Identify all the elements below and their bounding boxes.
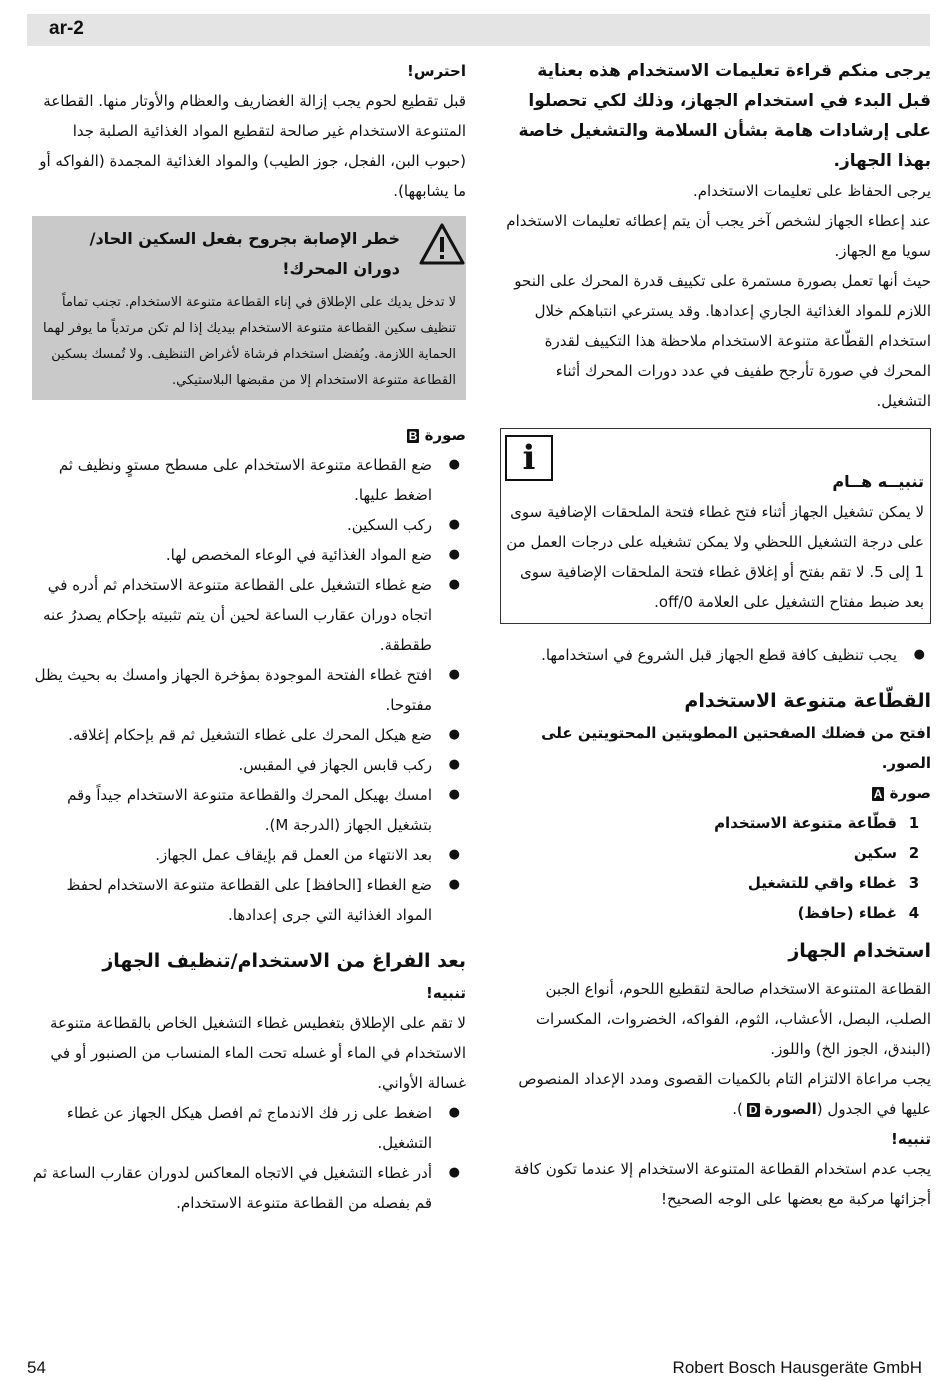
important-note-text: لا يمكن تشغيل الجهاز أثناء فتح غطاء فتحة الملحقات الإضافية سوى على درجة التشغيل اللحظي ولا يمكن تشغيله على درجات العمل من 1 إلى 5. لا تقم بفتح أو إغلاق غطاء فتحة الملحقات الإضافية سوى بعد ضبط مفتاح التشغيل على العلامة off/0.	[506, 503, 924, 611]
figure-letter-badge: A	[873, 787, 883, 801]
motor-adaptation-text: حيث أنها تعمل بصورة مستمرة على تكييف قدرة المحرك على النحو اللازم للمواد الغذائية الجاري إعدادها. وقد يسترعي انتباهكم خلال استخدام القطّاعة متنوعة الاستخدام ملاحظة هذا التكييف لقدرة المحرك في صورة تأرجح طفيف في عدد دورات المحرك أثناء التشغيل.	[514, 272, 931, 410]
bullet-icon: ●	[448, 667, 460, 682]
list-item: ● ضع هيكل المحرك على غطاء التشغيل ثم قم بإحكام إغلاقه.	[32, 720, 466, 750]
caution-title: احترس!	[407, 62, 466, 80]
warning-triangle-icon	[418, 222, 466, 266]
section-title-use: استخدام الجهاز	[788, 940, 931, 962]
important-note-box	[500, 428, 931, 624]
figure-letter-badge: B	[408, 429, 418, 443]
list-item: ● افتح غطاء الفتحة الموجودة بمؤخرة الجهاز وامسك به بحيث يظل مفتوحا.	[32, 660, 466, 720]
assembly-steps-list	[32, 450, 466, 930]
page-number: 54	[27, 1358, 46, 1377]
warning-title: خطر الإصابة بجروح بفعل السكين الحاد/ دوران المحرك!	[89, 229, 400, 278]
parts-list-item: 2 سكين	[853, 844, 920, 862]
handover-text: عند إعطاء الجهاز لشخص آخر يجب أن يتم إعطائه تعليمات الاستخدام سويا مع الجهاز.	[506, 212, 931, 260]
warning-text: لا تدخل يديك على الإطلاق في إناء القطاعة متنوعة الاستخدام. تجنب تماماً تنظيف سكين القطاعة متنوعة الاستخدام بيديك إذا لم تكن مرتدياً ما يوفر لهما الحماية اللازمة. ويُفضل استخدام فرشاة لأغراض التنظيف. ولا تُمسك بسكين القطاعة متنوعة الاستخدام إلا من مقبضها البلاستيكي.	[42, 295, 456, 388]
bullet-icon: ●	[448, 1105, 460, 1120]
cleaning-note-title: تنبيه!	[426, 984, 466, 1002]
list-item: ● أدر غطاء التشغيل في الاتجاه المعاكس لدوران عقارب الساعة ثم قم بفصله من القطاعة متنوعة الاستخدام.	[32, 1158, 466, 1218]
figure-a-label: صورة A	[873, 784, 931, 802]
bullet-icon: ●	[448, 457, 460, 472]
important-note-title: تنبيــه هــام	[832, 472, 924, 491]
cleaning-note-text: لا تقم على الإطلاق بتغطيس غطاء التشغيل الخاص بالقطاعة متنوعة الاستخدام في الماء أو غسله تحت الماء المنساب من الصنبور أو في غسالة الأواني.	[49, 1014, 466, 1092]
list-item: ● ضع غطاء التشغيل على القطاعة متنوعة الاستخدام ثم أدره في اتجاه دوران عقارب الساعة لحين أن يتم تثبيته بإحكام يصدرُ عنه طقطقة.	[32, 570, 466, 660]
bullet-icon: ●	[448, 577, 460, 592]
bullet-icon: ●	[448, 877, 460, 892]
keep-instructions-text: يرجى الحفاظ على تعليمات الاستخدام.	[692, 182, 931, 200]
use-description-text: القطاعة المتنوعة الاستخدام صالحة لتقطيع اللحوم، أنواع الجبن الصلب، البصل، الأعشاب، الثوم، الفواكه، الخضروات، المكسرات (البندق، الجوز الخ) واللوز.	[535, 980, 931, 1058]
warning-box	[32, 216, 466, 400]
left-column	[32, 56, 466, 1218]
list-item: ● بعد الانتهاء من العمل قم بإيقاف عمل الجهاز.	[32, 840, 466, 870]
figure-b-label: صورة B	[408, 426, 466, 444]
note-text: يجب عدم استخدام القطاعة المتنوعة الاستخدام إلا عندما تكون كافة أجزائها مركبة مع بعضها على الوجه الصحيح!	[514, 1160, 931, 1208]
parts-list-item: 4 غطاء (حافظ)	[797, 904, 920, 922]
bullet-icon: ●	[448, 787, 460, 802]
section-title-chopper: القطّاعة متنوعة الاستخدام	[684, 690, 931, 712]
list-item: ● ركب قابس الجهاز في المقبس.	[32, 750, 466, 780]
intro-paragraph: يرجى منكم قراءة تعليمات الاستخدام هذه بعناية قبل البدء في استخدام الجهاز، وذلك لكي تحصلوا على إرشادات هامة بشأن السلامة والتشغيل خاصة بهذا الجهاز.	[518, 61, 931, 171]
figure-letter-badge: D	[748, 1103, 758, 1117]
info-icon: i	[505, 435, 553, 481]
parts-list-item: 3 غطاء واقي للتشغيل	[747, 874, 920, 892]
bullet-icon: ●	[448, 757, 460, 772]
bullet-icon: ●	[448, 1165, 460, 1180]
list-item: ● ضع الغطاء [الحافظ] على القطاعة متنوعة الاستخدام لحفظ المواد الغذائية التي جرى إعدادها.	[32, 870, 466, 930]
bullet-icon: ●	[913, 647, 925, 662]
clean-before-use-list	[500, 640, 931, 670]
bullet-icon: ●	[448, 847, 460, 862]
header-bar	[27, 14, 930, 46]
parts-list	[500, 808, 931, 928]
company-name: Robert Bosch Hausgeräte GmbH	[672, 1358, 922, 1377]
bullet-icon: ●	[448, 547, 460, 562]
list-item: ● اضغط على زر فك الاندماج ثم افصل هيكل الجهاز عن غطاء التشغيل.	[32, 1098, 466, 1158]
caution-text: قبل تقطيع لحوم يجب إزالة الغضاريف والعظام والأوتار منها. القطاعة المتنوعة الاستخدام غير صالحة لتقطيع المواد الغذائية الصلبة جدا (حبوب البن، الفجل، جوز الطيب) والمواد الغذائية المجمدة (الفواكه أو ما يشابهها).	[39, 92, 466, 200]
list-item: ● ضع القطاعة متنوعة الاستخدام على مسطح مستوٍ ونظيف ثم اضغط عليها.	[32, 450, 466, 510]
note-title: تنبيه!	[891, 1130, 931, 1148]
right-column	[500, 56, 931, 1214]
list-item: ● ضع المواد الغذائية في الوعاء المخصص لها.	[32, 540, 466, 570]
page-code: ar-2	[49, 18, 84, 39]
list-item: ● ركب السكين.	[32, 510, 466, 540]
list-item: ● يجب تنظيف كافة قطع الجهاز قبل الشروع في استخدامها.	[500, 640, 931, 670]
bullet-icon: ●	[448, 727, 460, 742]
open-fold-pages-text: افتح من فضلك الصفحتين المطويتين المحتويتين على الصور.	[541, 724, 931, 772]
parts-list-item: 1 قطّاعة متنوعة الاستخدام	[714, 814, 920, 832]
list-item: ● امسك بهيكل المحرك والقطاعة متنوعة الاستخدام جيداً وقم بتشغيل الجهاز (الدرجة M).	[32, 780, 466, 840]
section-title-cleaning: بعد الفراغ من الاستخدام/تنظيف الجهاز	[102, 950, 466, 972]
max-quantities-text: يجب مراعاة الالتزام التام بالكميات القصوى ومدد الإعداد المنصوص عليها في الجدول (الصورة D).	[518, 1070, 931, 1118]
disassembly-steps-list	[32, 1098, 466, 1218]
bullet-icon: ●	[448, 517, 460, 532]
